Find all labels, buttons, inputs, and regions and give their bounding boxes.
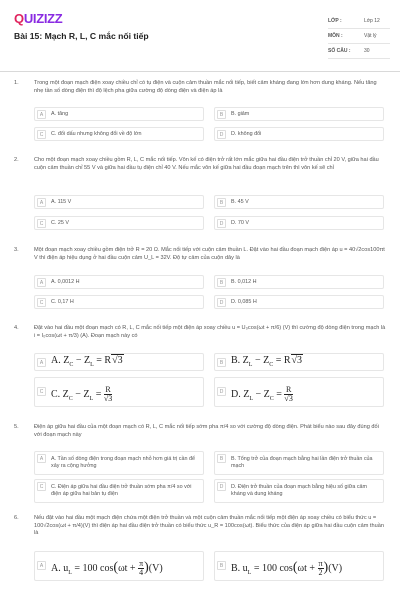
option-d[interactable] [214, 216, 384, 230]
question-5 [14, 424, 390, 509]
option-a[interactable] [34, 107, 204, 121]
question-text: Nếu đặt vào hai đầu một mạch điện chứa một điện trở thuần và một cuộn cảm thuần mắc nối tiếp một điện áp xoay chiều có biểu thức u = 100√2cos(ωt + π/4)(V) thì điện áp hai đầu điện trở thuần có biểu thức u_R = 100cos(ωt). Biểu thức của điện áp giữa hai đầu cuộn cảm thuần là [34, 515, 384, 537]
option-letter: C [37, 482, 46, 491]
option-letter: D [217, 482, 226, 491]
option-letter: B [217, 454, 226, 463]
option-letter: D [217, 298, 226, 307]
option-letter: C [37, 219, 46, 228]
question-text: Đặt vào hai đầu một đoạn mạch có R, L, C mắc nối tiếp một điện áp xoay chiều u = U₀cos(ωt + π/6) (V) thì cường độ dòng điện trong mạch là i = I₀cos(ωt + π/3) (A). Đoạn mạch này có [34, 325, 386, 339]
option-letter: A [37, 110, 46, 119]
option-text: D. $Z_L - Z_C$ = $\frac{R}{√3}$ [231, 385, 293, 403]
option-text: B. $u_L = 100$ cos(ωt + $\frac{\pi}{2}$ )(V) [231, 559, 343, 578]
question-text: Một đoạn mạch xoay chiều gồm điện trở R = 20 Ω. Mắc nối tiếp với cuộn cảm thuần L. Đặt vào hai đầu đoạn mạch điện áp u = 40√2cos100πt V thì điện áp hiệu dụng ở hai đầu cuộn cảm U_L = 32V. Độ tự cảm của cuộn dây là [34, 247, 385, 261]
option-b[interactable] [214, 275, 384, 289]
question-number: 6. [14, 515, 19, 521]
meta-subject-value: Vật lý [364, 33, 377, 39]
worksheet-header [0, 0, 400, 72]
option-text: D. không đổi [231, 131, 262, 137]
option-letter: D [217, 387, 226, 396]
question-3 [14, 247, 390, 317]
option-letter: A [37, 198, 46, 207]
question-text: Cho một đoạn mạch xoay chiều gồm R, L, C mắc nối tiếp. Vôn kế có điện trở rất lớn mắc giữa hai đầu điện trở thuần chỉ 20 V, giữa hai đầu cuộn cảm thuần chỉ 55 V và giữa hai đầu tụ điện chỉ 40 V. Nếu mắc vôn kế giữa hai đầu đoạn mạch trên thì vôn kế sẽ chỉ [34, 157, 379, 171]
option-text: A. $Z_C - Z_L = R√3$ [51, 355, 123, 368]
worksheet-meta [328, 14, 390, 59]
option-text: A. 0,0012 H [51, 279, 80, 285]
question-number: 4. [14, 325, 19, 331]
option-d[interactable] [214, 377, 384, 407]
option-text: A. 115 V [51, 199, 72, 205]
option-b[interactable] [214, 451, 384, 475]
question-1 [14, 80, 390, 150]
meta-class-label: LỚP : [328, 18, 342, 24]
question-6 [14, 515, 390, 600]
option-letter: B [217, 278, 226, 287]
option-c[interactable] [34, 479, 204, 503]
option-text: D. Điện trở thuần của đoạn mạch bằng hiệu số giữa cảm kháng và dung kháng [231, 484, 367, 497]
worksheet-title: Bài 15: Mạch R, L, C mắc nối tiếp [14, 31, 149, 41]
meta-count-label: SỐ CÂU : [328, 48, 351, 54]
option-b[interactable] [214, 195, 384, 209]
option-text: C. 25 V [51, 220, 69, 226]
meta-subject-label: MÔN : [328, 33, 343, 39]
option-text: A. $u_L = 100$ cos(ωt + $\frac{\pi}{4}$ )(V) [51, 559, 163, 578]
option-text: B. giảm [231, 111, 250, 117]
option-text: B. Tổng trở của đoạn mạch bằng hai lần điện trở thuần của mạch [231, 456, 373, 469]
question-2 [14, 157, 390, 237]
option-letter: A [37, 454, 46, 463]
option-letter: C [37, 298, 46, 307]
option-letter: C [37, 387, 46, 396]
option-text: B. $Z_L - Z_C = R√3$ [231, 355, 303, 368]
option-letter: A [37, 561, 46, 570]
option-text: A. tăng [51, 111, 69, 117]
option-c[interactable] [34, 216, 204, 230]
option-c[interactable] [34, 127, 204, 141]
option-text: D. 70 V [231, 220, 249, 226]
question-4 [14, 325, 390, 420]
option-letter: B [217, 561, 226, 570]
option-b[interactable] [214, 551, 384, 581]
option-c[interactable] [34, 377, 204, 407]
option-a[interactable] [34, 451, 204, 475]
option-text: A. Tần số dòng điện trong đoạn mạch nhỏ hơn giá trị cần để xảy ra cộng hưởng [51, 456, 195, 469]
option-d[interactable] [214, 127, 384, 141]
option-text: C. đổi dấu nhưng không đổi về độ lớn [51, 131, 142, 137]
option-letter: B [217, 110, 226, 119]
meta-count-value: 30 [364, 48, 370, 54]
question-text: Điện áp giữa hai đầu của một đoạn mạch có R, L, C mắc nối tiếp sớm pha π/4 so với cường độ dòng điện. Phát biểu nào sau đây đúng đối với đoạn mạch này [34, 424, 379, 438]
option-c[interactable] [34, 295, 204, 309]
question-number: 3. [14, 247, 19, 253]
question-number: 5. [14, 424, 19, 430]
option-text: C. $Z_C - Z_L$ = $\frac{R}{√3}$ [51, 385, 113, 403]
meta-class-value: Lớp 12 [364, 18, 380, 24]
option-text: C. 0,17 H [51, 299, 74, 305]
option-a[interactable] [34, 551, 204, 581]
option-letter: D [217, 130, 226, 139]
meta-subject-row [328, 29, 390, 44]
option-letter: B [217, 358, 226, 367]
option-d[interactable] [214, 295, 384, 309]
option-text: B. 0,012 H [231, 279, 257, 285]
option-a[interactable] [34, 353, 204, 371]
option-letter: B [217, 198, 226, 207]
question-number: 1. [14, 80, 19, 86]
question-text: Trong một đoạn mạch điện xoay chiều chỉ có tụ điện và cuộn cảm thuần mắc nối tiếp, biết cảm kháng đang lớn hơn dung kháng. Nếu tăng nhẹ tần số dòng điện thì độ lệch pha giữa cường độ dòng điện và điện áp là [34, 80, 377, 94]
question-number: 2. [14, 157, 19, 163]
option-b[interactable] [214, 353, 384, 371]
option-a[interactable] [34, 275, 204, 289]
option-letter: A [37, 278, 46, 287]
option-text: C. Điện áp giữa hai đầu điện trở thuần sớm pha π/4 so với điện áp giữa hai bản tụ điện [51, 484, 192, 497]
option-b[interactable] [214, 107, 384, 121]
option-d[interactable] [214, 479, 384, 503]
option-a[interactable] [34, 195, 204, 209]
option-letter: C [37, 130, 46, 139]
meta-class-row [328, 14, 390, 29]
option-text: D. 0,085 H [231, 299, 257, 305]
option-letter: D [217, 219, 226, 228]
option-text: B. 45 V [231, 199, 249, 205]
meta-count-row [328, 44, 390, 59]
option-letter: A [37, 358, 46, 367]
quizizz-logo: QUIZIZZ [14, 11, 63, 26]
